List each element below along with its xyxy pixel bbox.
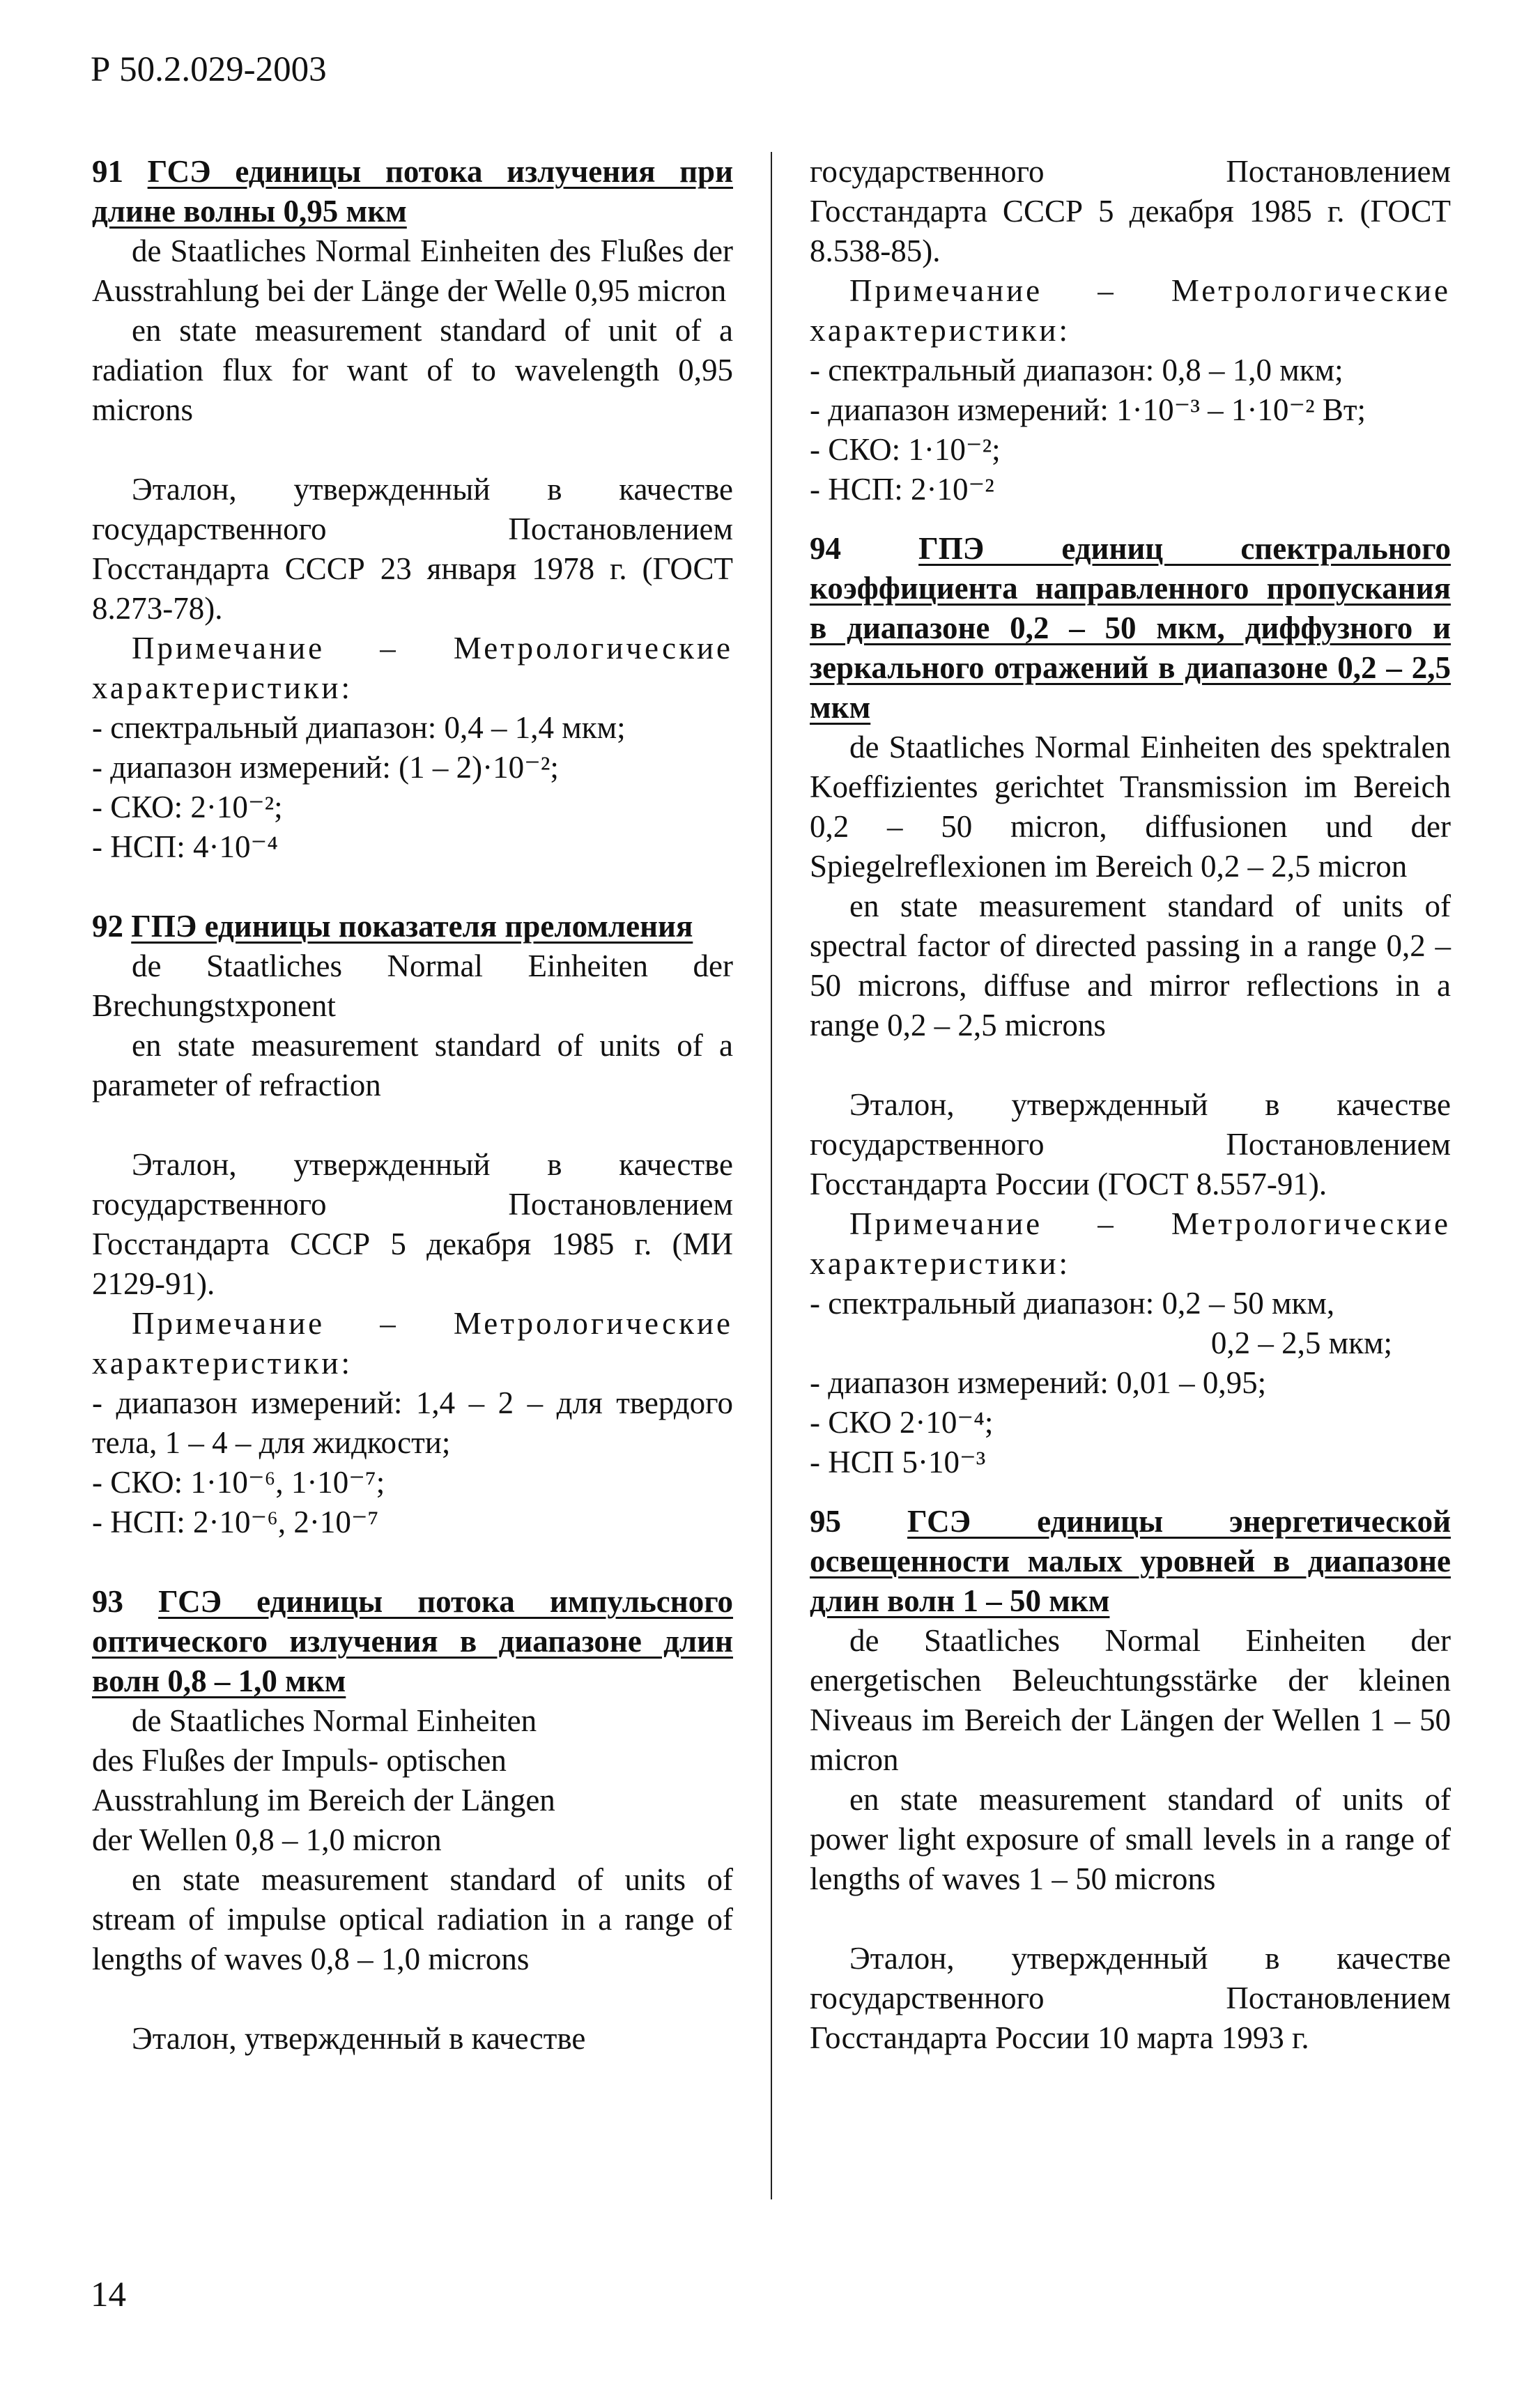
entry-number: 94 xyxy=(810,531,841,566)
entry-number: 93 xyxy=(92,1584,123,1619)
german-term: de Staatliches Normal Einheiten der energetischen Beleuchtungsstärke der kleinen Niveaus im Bereich der Längen der Wellen 1 – 50 micron xyxy=(810,1623,1451,1777)
column-divider xyxy=(771,152,772,2199)
approval-text: Эталон, утвержденный в качестве государственного Постановлением Госстандарта России 10 марта 1993 г. xyxy=(810,1941,1451,2055)
english-term: en state measurement standard of units of stream of impulse optical radiation in a range of lengths of waves 0,8 – 1,0 microns xyxy=(92,1862,733,1976)
entry-title xyxy=(92,907,733,946)
characteristic-line: - СКО: 2·10⁻²; xyxy=(92,790,283,824)
german-term: de Staatliches Normal Einheiten des Flußes der Ausstrahlung bei der Länge der Welle 0,95 micron xyxy=(92,233,733,308)
characteristic-line: - СКО 2·10⁻⁴; xyxy=(810,1405,994,1440)
characteristic-line: - спектральный диапазон: 0,8 – 1,0 мкм; xyxy=(810,353,1343,387)
characteristic-line: - спектральный диапазон: 0,2 – 50 мкм, xyxy=(810,1286,1335,1321)
english-term: en state measurement standard of units of spectral factor of directed passing in a range 0,2 – 50 microns, diffuse and mirror reflections in a range 0,2 – 2,5 microns xyxy=(810,889,1451,1043)
characteristic-line: - диапазон измерений: (1 – 2)·10⁻²; xyxy=(92,750,559,785)
entry-number: 91 xyxy=(92,154,123,189)
entry-title-text: ГСЭ единицы потока излучения при длине волны 0,95 мкм xyxy=(92,154,733,229)
entry-95 xyxy=(810,1502,1451,2058)
approval-text: Эталон, утвержденный в качестве государственного Постановлением Госстандарта СССР 23 января 1978 г. (ГОСТ 8.273-78). xyxy=(92,472,733,626)
characteristic-line: - СКО: 1·10⁻⁶, 1·10⁻⁷; xyxy=(92,1465,385,1500)
entry-number: 95 xyxy=(810,1504,841,1539)
characteristic-line: - НСП: 2·10⁻⁶, 2·10⁻⁷ xyxy=(92,1505,379,1539)
characteristic-line: - диапазон измерений: 0,01 – 0,95; xyxy=(810,1365,1267,1400)
entry-title xyxy=(92,1582,733,1701)
characteristic-line: - диапазон измерений: 1,4 – 2 – для твердого тела, 1 – 4 – для жидкости; xyxy=(92,1385,733,1460)
entry-title xyxy=(810,529,1451,728)
german-term-line: de Staatliches Normal Einheiten xyxy=(132,1703,537,1738)
entry-93 xyxy=(92,1582,733,2059)
english-term: en state measurement standard of units of power light exposure of small levels in a range of lengths of waves 1 – 50 microns xyxy=(810,1782,1451,1896)
approval-text: Эталон, утвержденный в качестве государственного Постановлением Госстандарта СССР 5 декабря 1985 г. (МИ 2129-91). xyxy=(92,1147,733,1301)
entry-92 xyxy=(92,907,733,1542)
entry-91 xyxy=(92,152,733,867)
characteristic-line: - спектральный диапазон: 0,4 – 1,4 мкм; xyxy=(92,710,626,745)
german-term-line: der Wellen 0,8 – 1,0 micron xyxy=(92,1822,442,1857)
characteristic-line: - НСП: 4·10⁻⁴ xyxy=(92,829,278,864)
entry-title-text: ГПЭ единицы показателя преломления xyxy=(131,909,693,944)
note-heading: Примечание – Метрологические характеристики: xyxy=(810,1206,1451,1281)
english-term: en state measurement standard of unit of a radiation flux for want of to wavelength 0,95 microns xyxy=(92,313,733,427)
german-term-line: des Flußes der Impuls- optischen xyxy=(92,1743,507,1778)
entry-title-text: ГПЭ единиц спектрального коэффициента направленного пропускания в диапазоне 0,2 – 50 мкм, диффузного и зеркального отражений в диапазоне 0,2 – 2,5 мкм xyxy=(810,531,1451,725)
german-term: de Staatliches Normal Einheiten des spektralen Koeffizientes gerichtet Transmission im Bereich 0,2 – 50 micron, diffusionen und der Spiegelreflexionen im Bereich 0,2 – 2,5 micron xyxy=(810,730,1451,884)
entry-93-continued xyxy=(810,152,1451,509)
entry-title-text: ГСЭ единицы энергетической освещенности малых уровней в диапазоне длин волн 1 – 50 мкм xyxy=(810,1504,1451,1618)
note-heading: Примечание – Метрологические характеристики: xyxy=(810,273,1451,348)
entry-number: 92 xyxy=(92,909,123,944)
english-term: en state measurement standard of units of a parameter of refraction xyxy=(92,1028,733,1102)
left-column xyxy=(92,152,733,2059)
german-term: de Staatliches Normal Einheiten der Brechungstxponent xyxy=(92,948,733,1023)
german-term-line: Ausstrahlung im Bereich der Längen xyxy=(92,1783,555,1818)
approval-text: Эталон, утвержденный в качестве государственного Постановлением Госстандарта России (ГОСТ 8.557-91). xyxy=(810,1087,1451,1201)
characteristic-line: - НСП: 2·10⁻² xyxy=(810,472,994,507)
entry-94 xyxy=(810,529,1451,1482)
note-heading: Примечание – Метрологические характеристики: xyxy=(92,631,733,705)
characteristic-line: - НСП 5·10⁻³ xyxy=(810,1445,986,1480)
characteristic-line: 0,2 – 2,5 мкм; xyxy=(1210,1326,1392,1360)
note-heading: Примечание – Метрологические характеристики: xyxy=(92,1306,733,1381)
document-code: Р 50.2.029-2003 xyxy=(91,50,327,89)
entry-title xyxy=(92,152,733,231)
approval-text-start: Эталон, утвержденный в качестве xyxy=(132,2021,586,2056)
entry-title-text: ГСЭ единицы потока импульсного оптического излучения в диапазоне длин волн 0,8 – 1,0 мкм xyxy=(92,1584,734,1698)
entry-title xyxy=(810,1502,1451,1621)
right-column xyxy=(810,152,1451,2058)
approval-text-continued: государственного Постановлением Госстандарта СССР 5 декабря 1985 г. (ГОСТ 8.538-85). xyxy=(810,154,1451,268)
characteristic-line: - диапазон измерений: 1·10⁻³ – 1·10⁻² Вт; xyxy=(810,392,1366,427)
page-number: 14 xyxy=(91,2275,126,2314)
characteristic-line: - СКО: 1·10⁻²; xyxy=(810,432,1001,467)
